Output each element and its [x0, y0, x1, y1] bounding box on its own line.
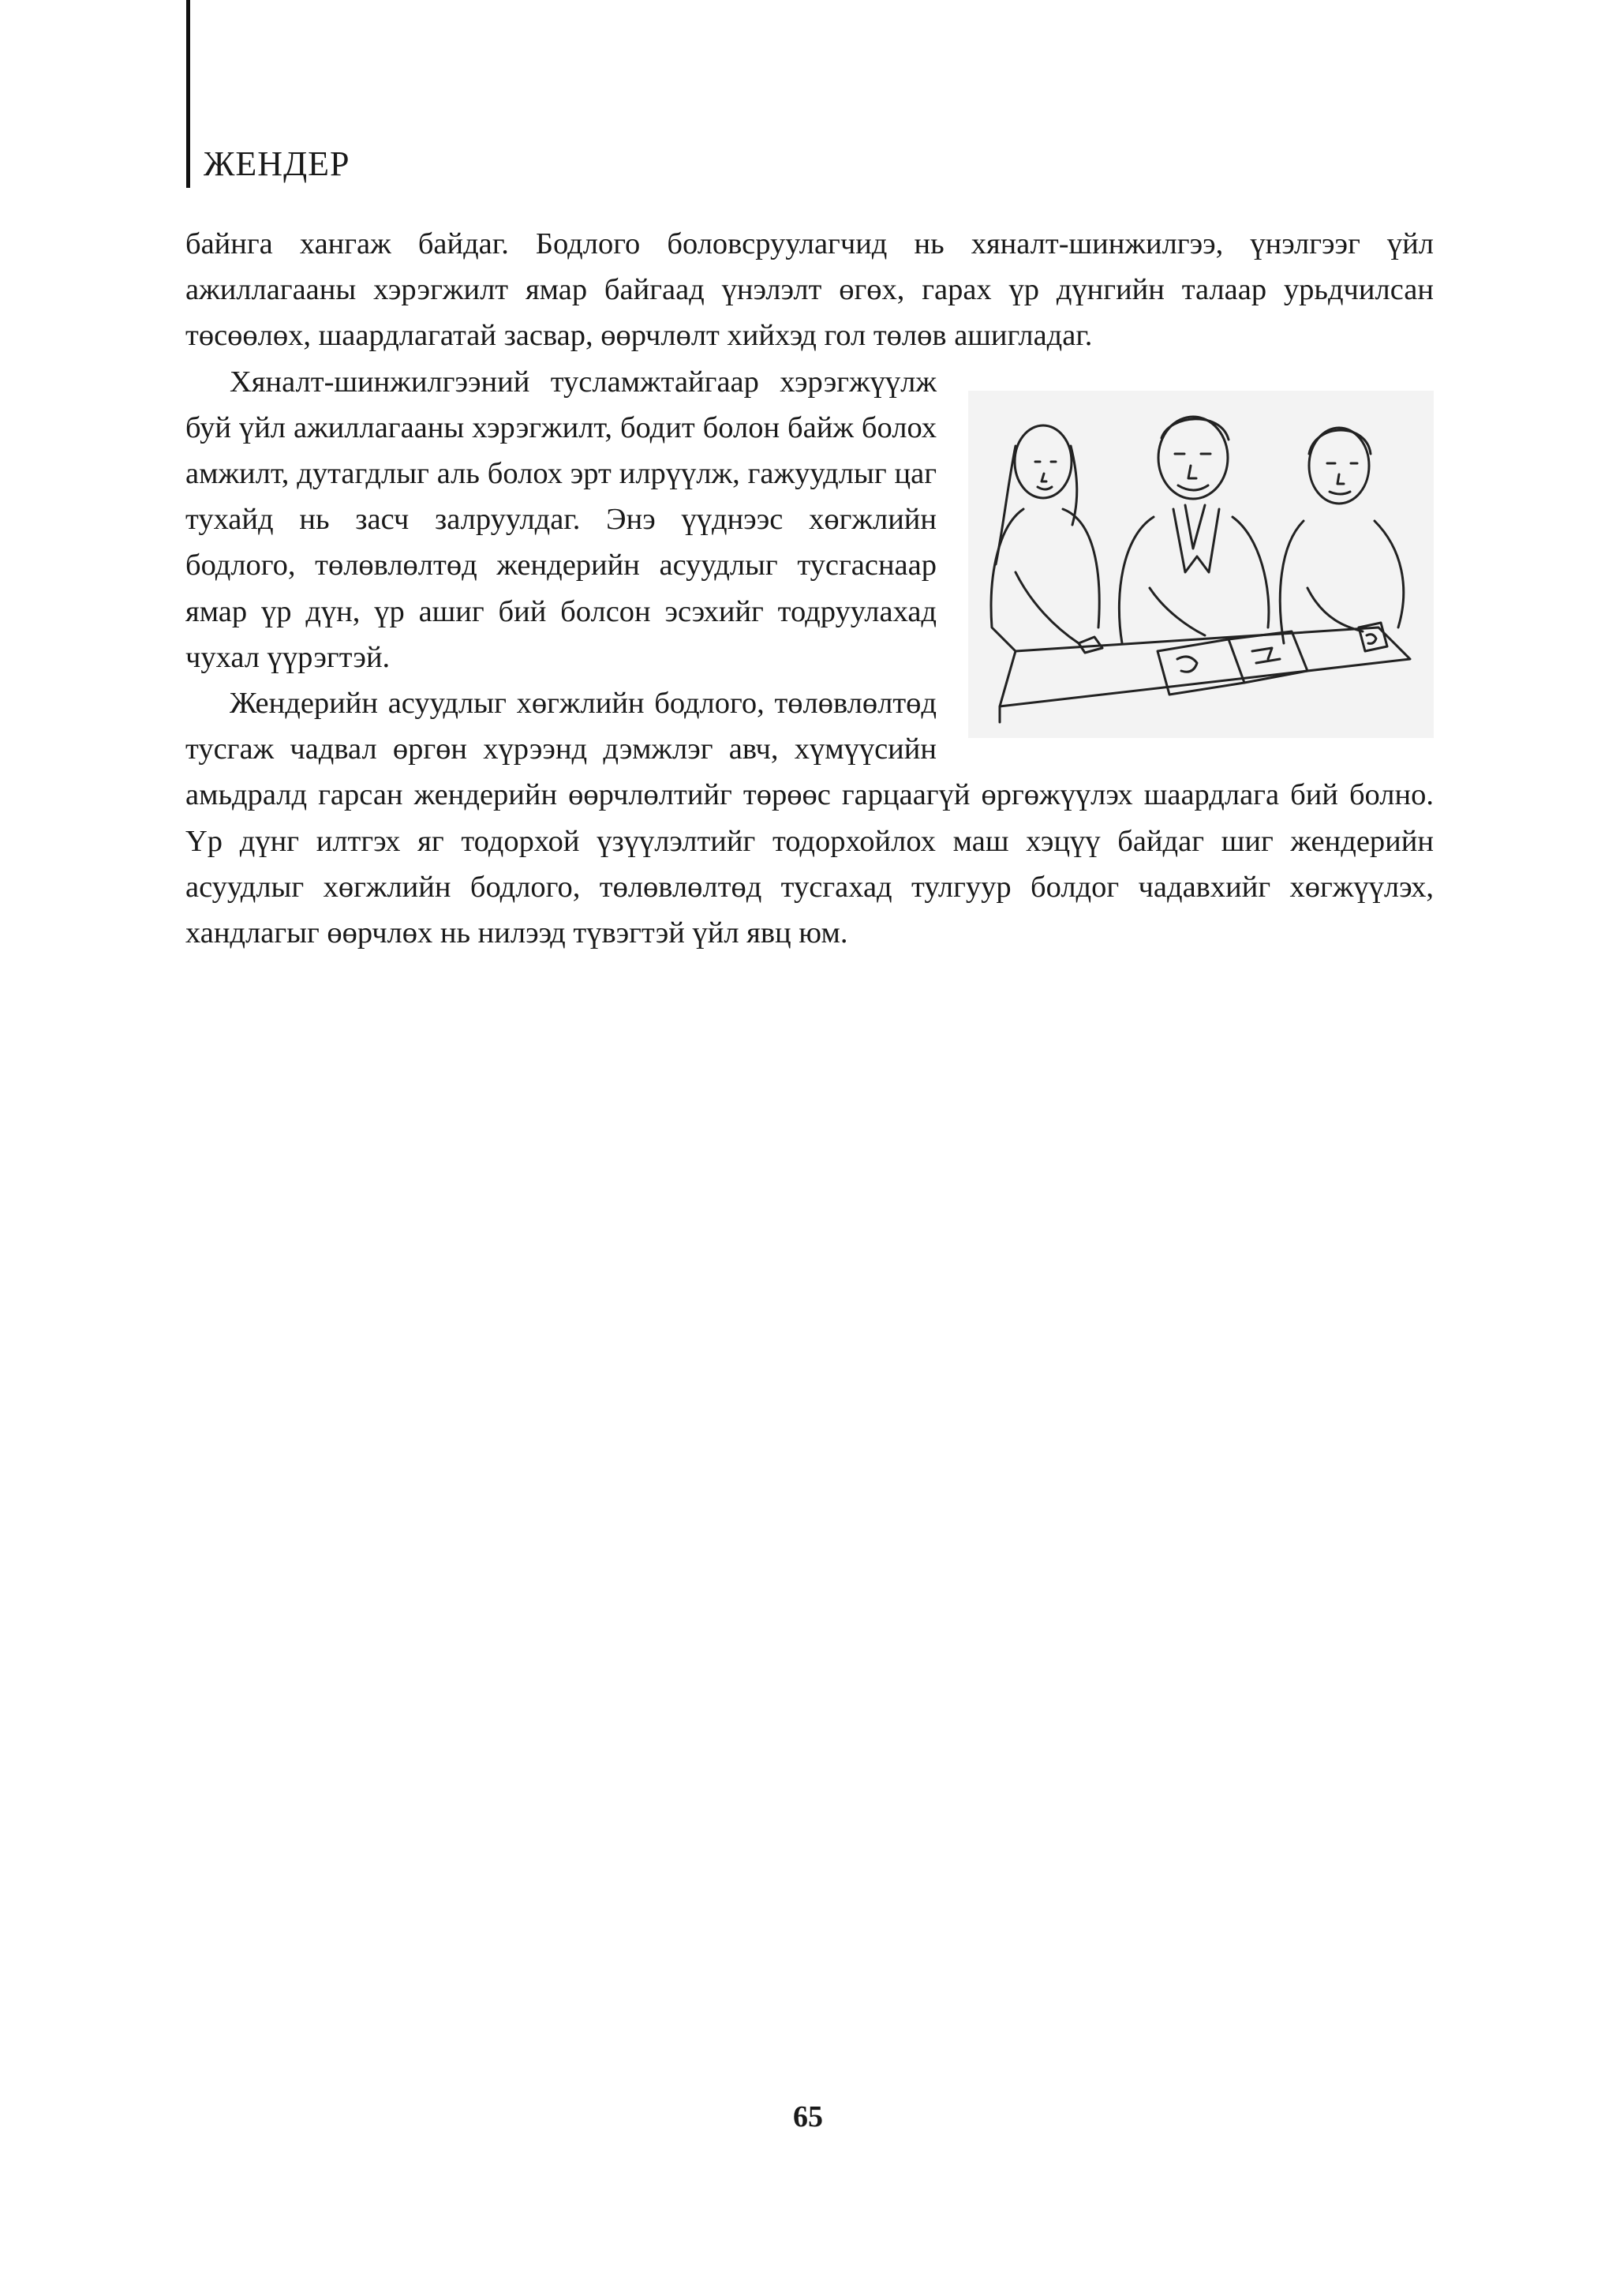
header-vertical-rule	[186, 0, 190, 188]
body-text	[185, 221, 1434, 956]
page-number: 65	[793, 2100, 823, 2133]
paragraph-3: Жендерийн асуудлыг хөгжлийн бодлого, төлөвлөлтөд тусгаж чадвал өргөн хүрээнд дэмжлэг авч, хүмүүсийн амьдралд гарсан жендерийн өөрчлөлтийг төрөөс гарцаагүй өргөжүүлэх шаардлага бий болно. Үр дүнг илтгэх яг тодорхой үзүүлэлтийг тодорхойлох маш хэцүү байдаг шиг жендерийн асуудлыг хөгжлийн бодлого, төлөвлөлтөд тусгахад тулгуур болдог чадавхийг хөгжүүлэх, хандлагыг өөрчлөх нь нилээд түвэгтэй үйл явц юм.	[185, 687, 1434, 950]
paragraph-2: Хяналт-шинжилгээний тусламжтайгаар хэрэгжүүлж буй үйл ажиллагааны хэрэгжилт, бодит болон байж болох амжилт, дутагдлыг аль болох эрт илрүүлж, гажуудлыг цаг тухайд нь засч залруулдаг. Энэ үүднээс хөгжлийн бодлого, төлөвлөлтөд жендерийн асуудлыг тусгаснаар ямар үр дүн, үр ашиг бий болсон эсэхийг тодруулахад чухал үүрэгтэй.	[185, 365, 937, 674]
running-head-title: ЖЕНДЕР	[204, 144, 350, 183]
three-people-at-table-illustration-icon	[968, 391, 1434, 738]
meeting-illustration	[968, 391, 1434, 738]
paragraph-1: байнга хангаж байдаг. Бодлого боловсруулагчид нь хяналт-шинжилгээ, үнэлгээг үйл ажиллагааны хэрэгжилт ямар байгаад үнэлэлт өгөх, гарах үр дүнгийн талаар урьдчилсан төсөөлөх, шаардлагатай засвар, өөрчлөлт хийхэд гол төлөв ашигладаг.	[185, 227, 1434, 353]
